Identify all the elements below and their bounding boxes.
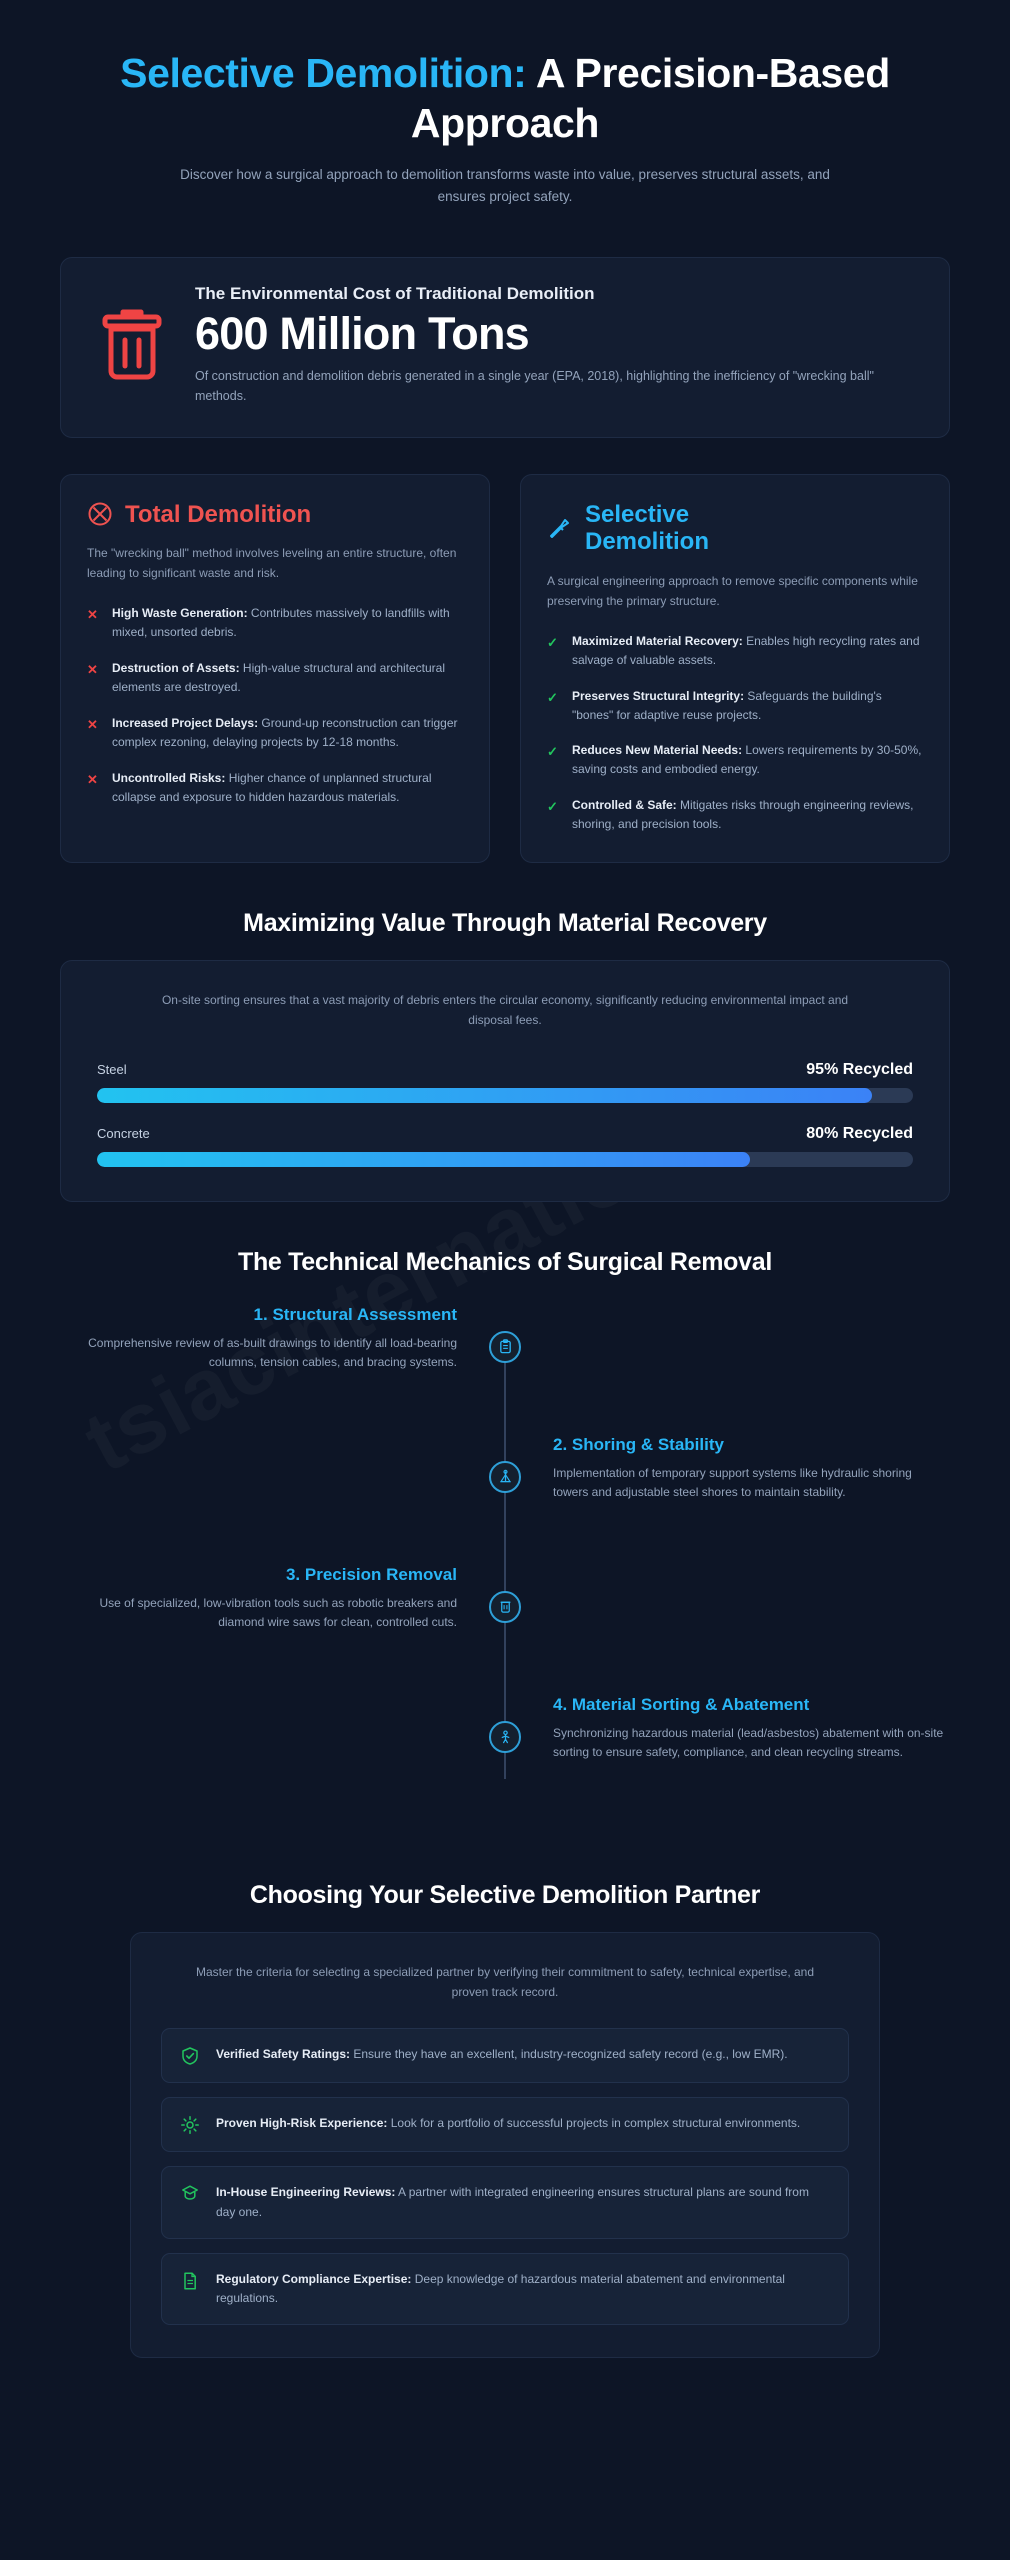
partner-card (130, 1932, 880, 2358)
criteria-label: In-House Engineering Reviews: (216, 2185, 396, 2200)
timeline-step-desc: Comprehensive review of as-built drawings to identify all load-bearing columns, tension cables, and bracing systems. (88, 1335, 457, 1370)
list-item-label: Increased Project Delays: (112, 715, 259, 730)
timeline-step-title: 2. Shoring & Stability (553, 1434, 724, 1454)
criteria-body: Ensure they have an excellent, industry-recognized safety record (e.g., low EMR). (350, 2047, 788, 2062)
list-item-label: Preserves Structural Integrity: (572, 688, 745, 703)
timeline-step (60, 1305, 950, 1423)
hero-section (0, 0, 1010, 219)
partner-section-title: Choosing Your Selective Demolition Partner (249, 1880, 761, 1909)
check-icon: ✓ (547, 689, 558, 705)
selective-demolition-title: Selective Demolition (585, 500, 709, 556)
engineering-badge-icon (180, 2183, 202, 2204)
cross-icon: ✕ (87, 716, 98, 732)
timeline-step-title: 3. Precision Removal (285, 1564, 457, 1584)
list-item-body: Ground-up reconstruction can trigger complex rezoning, delaying projects by 12-18 months. (112, 715, 458, 749)
criteria-label: Regulatory Compliance Expertise: (216, 2271, 412, 2286)
list-item (547, 687, 923, 725)
criteria-body: A partner with integrated engineering ensures structural plans are sound from day one. (216, 2185, 809, 2219)
list-item-text (112, 714, 463, 752)
selective-demolition-header (547, 501, 923, 556)
page-title-rest: A Precision-Based Approach (410, 50, 890, 147)
criteria-item (161, 2166, 849, 2238)
list-item-text (112, 769, 463, 807)
timeline-step (60, 1695, 950, 1813)
timeline-step-title: 1. Structural Assessment (253, 1304, 457, 1324)
saw-icon (489, 1591, 521, 1623)
list-item-body: Higher chance of unplanned structural collapse and exposure to hidden hazardous materials. (112, 770, 432, 804)
recovery-section (0, 960, 1010, 1202)
list-item-label: Controlled & Safe: (572, 798, 677, 813)
timeline-step-desc: Synchronizing hazardous material (lead/asbestos) abatement with on-site sorting to ensure safety, compliance, and clean recycling streams. (553, 1725, 944, 1760)
list-item (87, 769, 463, 807)
list-item-body: Mitigates risks through engineering reviews, shoring, and precision tools. (572, 798, 914, 832)
progress-label: Steel (97, 1061, 127, 1077)
total-demolition-title: Total Demolition (125, 500, 312, 528)
list-item-body: Lowers requirements by 30-50%, saving costs and embodied energy. (572, 743, 922, 777)
selective-demolition-list (547, 632, 923, 835)
stat-card (60, 257, 950, 438)
support-beam-icon (489, 1461, 521, 1493)
progress-head (97, 1125, 913, 1143)
list-item-text (572, 687, 923, 725)
check-icon: ✓ (547, 799, 558, 815)
cross-icon: ✕ (87, 771, 98, 787)
page-subtitle: Discover how a surgical approach to demolition transforms waste into value, preserves structural assets, and ensures project safety. (180, 167, 830, 205)
selective-demolition-lead: A surgical engineering approach to remove specific components while preserving the primary structure. (547, 573, 918, 608)
criteria-text (216, 2183, 830, 2221)
selective-demolition-card (520, 474, 950, 864)
progress-head (97, 1061, 913, 1079)
list-item-body: Enables high recycling rates and salvage of valuable assets. (572, 633, 920, 667)
total-demolition-list (87, 604, 463, 807)
criteria-item (161, 2253, 849, 2325)
timeline-step-content (60, 1305, 505, 1373)
scalpel-icon (547, 515, 573, 541)
partner-section (0, 1932, 1010, 2358)
comparison-section (0, 438, 1010, 864)
list-item (547, 741, 923, 779)
demolition-ball-icon (87, 501, 113, 527)
criteria-body: Deep knowledge of hazardous material abatement and environmental regulations. (216, 2271, 785, 2306)
progress-row-concrete (97, 1125, 913, 1167)
criteria-label: Proven High-Risk Experience: (216, 2116, 388, 2131)
list-item-body: Contributes massively to landfills with mixed, unsorted debris. (112, 606, 450, 640)
criteria-text (216, 2114, 800, 2133)
stat-body (195, 284, 915, 407)
total-demolition-lead: The "wrecking ball" method involves leveling an entire structure, often leading to significant waste and risk. (87, 546, 457, 581)
list-item-label: High Waste Generation: (112, 606, 248, 621)
list-item-body: Safeguards the building's "bones" for adaptive reuse projects. (572, 688, 882, 722)
cross-icon: ✕ (87, 607, 98, 623)
total-demolition-header (87, 501, 463, 529)
list-item-body: High-value structural and architectural elements are destroyed. (112, 660, 446, 694)
stat-number: 600 Million Tons (195, 307, 529, 359)
recycle-worker-icon (489, 1721, 521, 1753)
list-item-label: Uncontrolled Risks: (112, 770, 226, 785)
list-item-label: Reduces New Material Needs: (572, 743, 743, 758)
list-item (547, 632, 923, 670)
list-item (547, 796, 923, 834)
list-item-text (112, 604, 463, 642)
shield-check-icon (180, 2045, 202, 2066)
check-icon: ✓ (547, 744, 558, 760)
timeline-step-desc: Use of specialized, low-vibration tools such as robotic breakers and diamond wire saws for clean, controlled cuts. (99, 1595, 457, 1630)
criteria-label: Verified Safety Ratings: (216, 2047, 351, 2062)
timeline-step-desc: Implementation of temporary support systems like hydraulic shoring towers and adjustable steel shores to maintain stability. (553, 1465, 912, 1500)
gear-icon (180, 2114, 202, 2135)
progress-track (97, 1088, 913, 1103)
partner-lead: Master the criteria for selecting a specialized partner by verifying their commitment to safety, technical expertise, and proven track record. (195, 1964, 815, 1999)
criteria-item (161, 2097, 849, 2152)
timeline-step-title: 4. Material Sorting & Abatement (553, 1694, 810, 1714)
criteria-item (161, 2028, 849, 2083)
recovery-lead: On-site sorting ensures that a vast majority of debris enters the circular economy, significantly reducing environmental impact and disposal fees. (161, 993, 849, 1028)
stat-description: Of construction and demolition debris generated in a single year (EPA, 2018), highlighting the inefficiency of "wrecking ball" methods. (195, 369, 874, 404)
progress-value: 95% Recycled (806, 1060, 913, 1078)
list-item (87, 604, 463, 642)
clipboard-icon (489, 1331, 521, 1363)
progress-fill (97, 1152, 750, 1167)
page-title-accent: Selective Demolition: (120, 50, 527, 96)
timeline-step-content (505, 1435, 950, 1503)
progress-value: 80% Recycled (806, 1124, 913, 1142)
list-item-label: Maximized Material Recovery: (572, 633, 743, 648)
mechanics-section-title: The Technical Mechanics of Surgical Removal (237, 1247, 773, 1276)
list-item-text (112, 659, 463, 697)
list-item-text (572, 632, 923, 670)
trash-can-icon (95, 309, 169, 381)
timeline-step (60, 1435, 950, 1553)
list-item (87, 659, 463, 697)
recovery-section-title: Maximizing Value Through Material Recovery (243, 909, 767, 938)
timeline-step-content (60, 1565, 505, 1633)
progress-fill (97, 1088, 872, 1103)
progress-row-steel (97, 1061, 913, 1103)
criteria-body: Look for a portfolio of successful projects in complex structural environments. (387, 2116, 801, 2131)
timeline-step (60, 1565, 950, 1683)
list-item (87, 714, 463, 752)
check-icon: ✓ (547, 634, 558, 650)
page-title (60, 48, 950, 148)
list-item-text (572, 741, 923, 779)
timeline-step-content (505, 1695, 950, 1763)
mechanics-timeline (0, 1299, 1010, 1835)
recovery-card (60, 960, 950, 1202)
criteria-text (216, 2270, 830, 2308)
document-icon (180, 2270, 202, 2291)
cross-icon: ✕ (87, 661, 98, 677)
stat-section (0, 219, 1010, 438)
stat-kicker: The Environmental Cost of Traditional Demolition (195, 283, 595, 303)
progress-track (97, 1152, 913, 1167)
list-item-text (572, 796, 923, 834)
criteria-text (216, 2045, 788, 2064)
progress-label: Concrete (97, 1125, 150, 1141)
list-item-label: Destruction of Assets: (112, 660, 240, 675)
total-demolition-card (60, 474, 490, 864)
